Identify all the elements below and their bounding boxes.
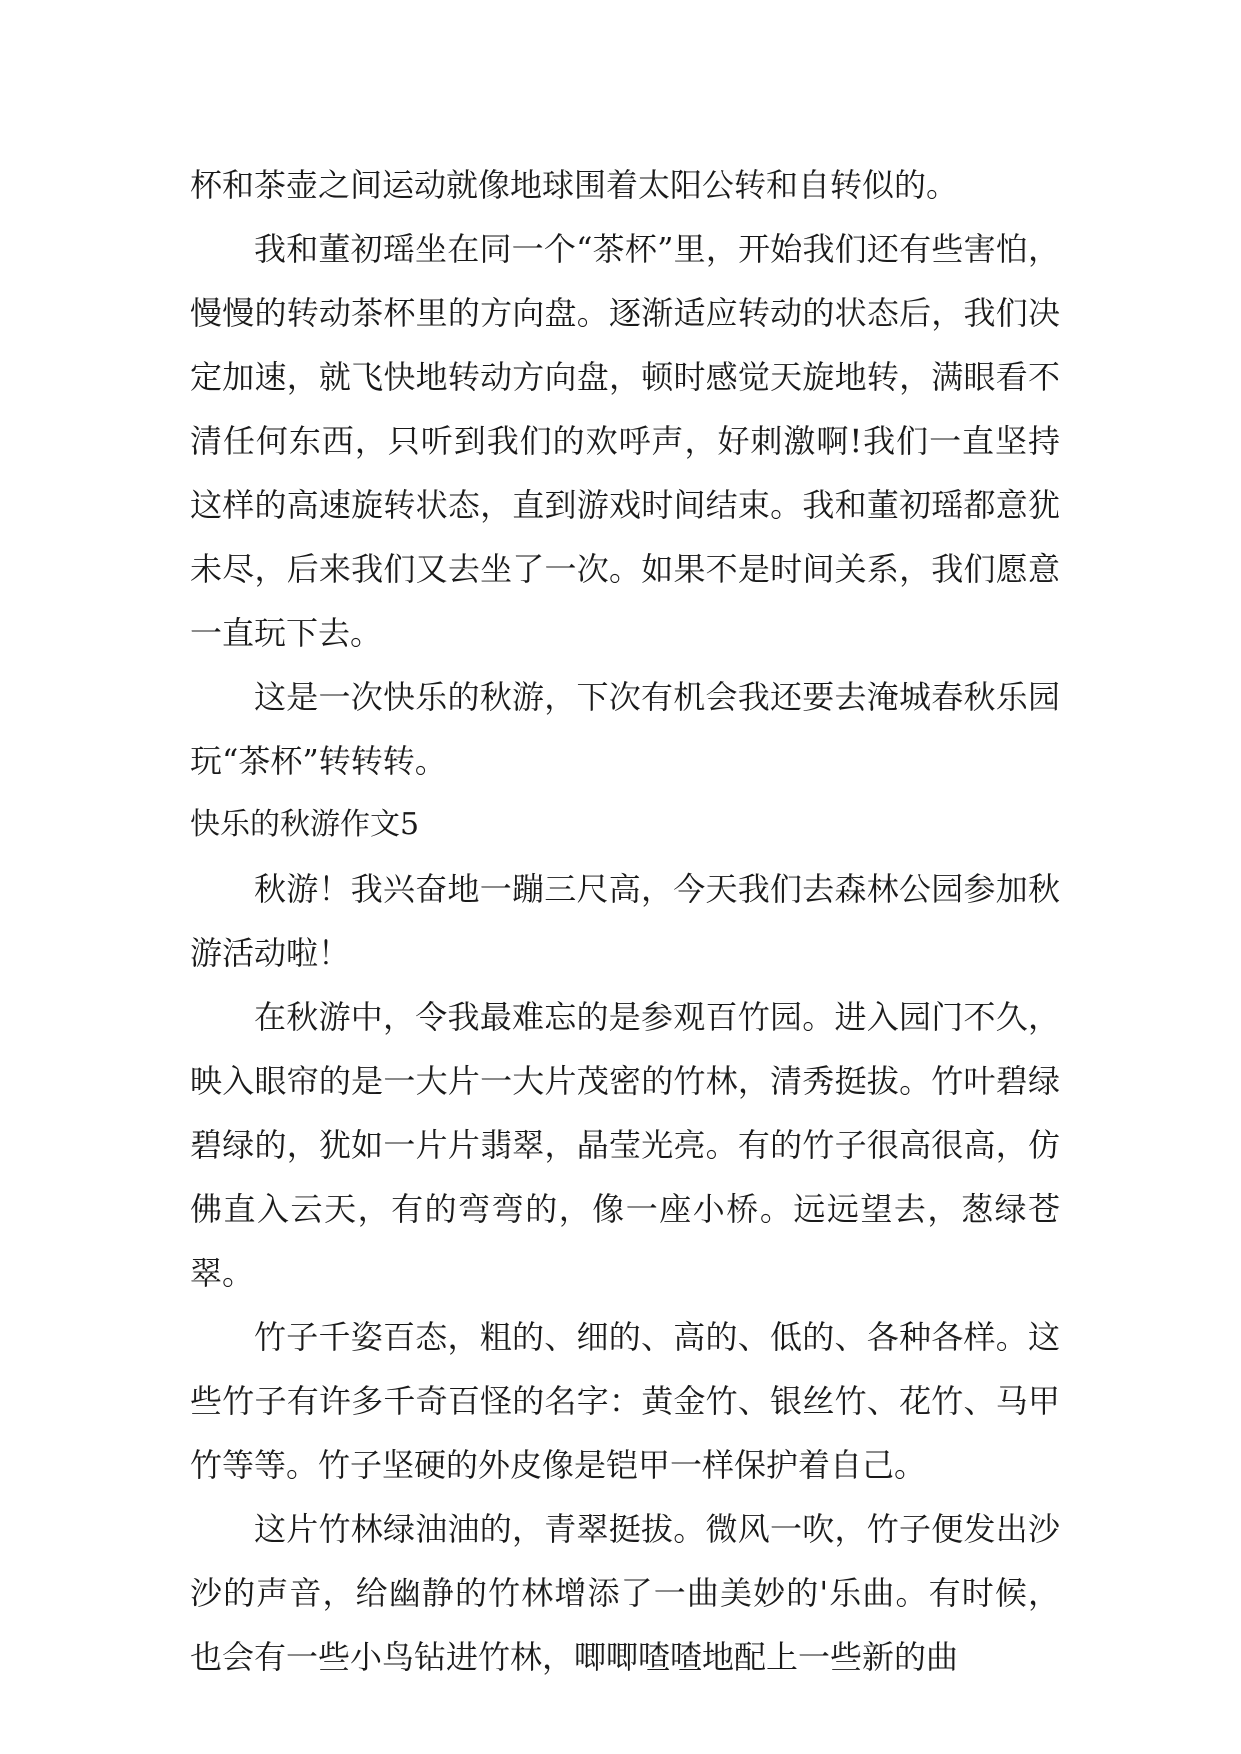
paragraph-intro: 秋游！我兴奋地一蹦三尺高，今天我们去森林公园参加秋游活动啦！	[190, 870, 1060, 972]
paragraph-bamboo-sounds: 这片竹林绿油油的，青翠挺拔。微风一吹，竹子便发出沙沙的声音，给幽静的竹林增添了一曲美妙的'乐曲。有时候，也会有一些小鸟钻进竹林，唧唧喳喳地配上一些新的曲	[190, 1510, 1060, 1676]
paragraph-bamboo-varieties: 竹子千姿百态，粗的、细的、高的、低的、各种各样。这些竹子有许多千奇百怪的名字：黄金竹、银丝竹、花竹、马甲竹等等。竹子坚硬的外皮像是铠甲一样保护着自己。	[190, 1318, 1060, 1484]
paragraph-continuation: 杯和茶壶之间运动就像地球围着太阳公转和自转似的。	[190, 166, 959, 204]
paragraph-teacup-ride: 我和董初瑶坐在同一个“茶杯”里，开始我们还有些害怕，慢慢的转动茶杯里的方向盘。逐渐适应转动的状态后，我们决定加速，就飞快地转动方向盘，顿时感觉天旋地转，满眼看不清任何东西，只听到我们的欢呼声，好刺激啊!我们一直坚持这样的高速旋转状态，直到游戏时间结束。我和董初瑶都意犹未尽，后来我们又去坐了一次。如果不是时间关系，我们愿意一直玩下去。	[190, 230, 1060, 652]
paragraph-conclusion: 这是一次快乐的秋游，下次有机会我还要去淹城春秋乐园玩“茶杯”转转转。	[190, 678, 1060, 780]
essay-heading: 快乐的秋游作文5	[190, 807, 420, 842]
paragraph-bamboo-garden: 在秋游中，令我最难忘的是参观百竹园。进入园门不久，映入眼帘的是一大片一大片茂密的竹林，清秀挺拔。竹叶碧绿碧绿的，犹如一片片翡翠，晶莹光亮。有的竹子很高很高，仿佛直入云天，有的弯弯的，像一座小桥。远远望去，葱绿苍翠。	[190, 998, 1060, 1292]
document-body	[190, 153, 1060, 1689]
